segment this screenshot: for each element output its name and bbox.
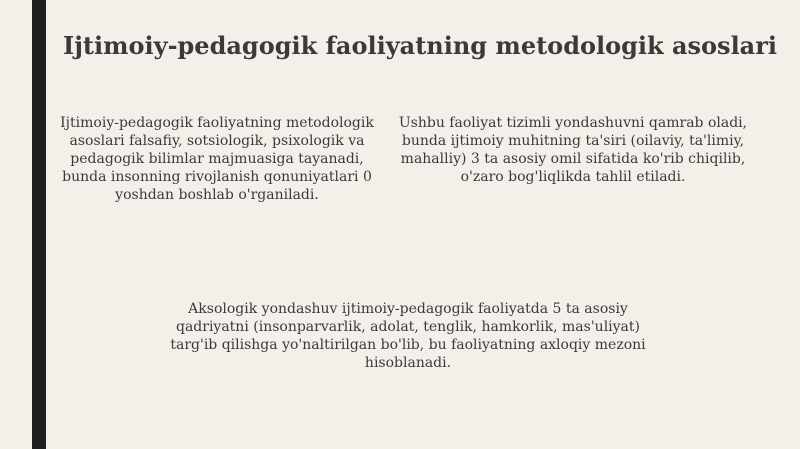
left-accent-bar: [32, 0, 46, 449]
paragraph-axiological-approach: Aksologik yondashuv ijtimoiy-pedagogik faoliyatda 5 ta asosiy qadriyatni (insonparvarlik, adolat, tenglik, hamkorlik, mas'uliyat) targ'ib qilishga yo'naltirilgan bo'lib, bu faoliyatning axloqiy mezoni hisoblanadi.: [170, 301, 646, 371]
paragraph-systemic-approach: Ushbu faoliyat tizimli yondashuvni qamrab oladi, bunda ijtimoiy muhitning ta'siri (oilaviy, ta'limiy, mahalliy) 3 ta asosiy omil sifatida ko'rib chiqilib, o'zaro bog'liqlikda tahlil etiladi.: [398, 115, 748, 185]
paragraph-methodology: Ijtimoiy-pedagogik faoliyatning metodologik asoslari falsafiy, sotsiologik, psixologik va pedagogik bilimlar majmuasiga tayanadi, bunda insonning rivojlanish qonuniyatlari 0 yoshdan boshlab o'rganiladi.: [60, 115, 374, 203]
slide-title: Ijtimoiy-pedagogik faoliyatning metodologik asoslari: [62, 31, 777, 60]
